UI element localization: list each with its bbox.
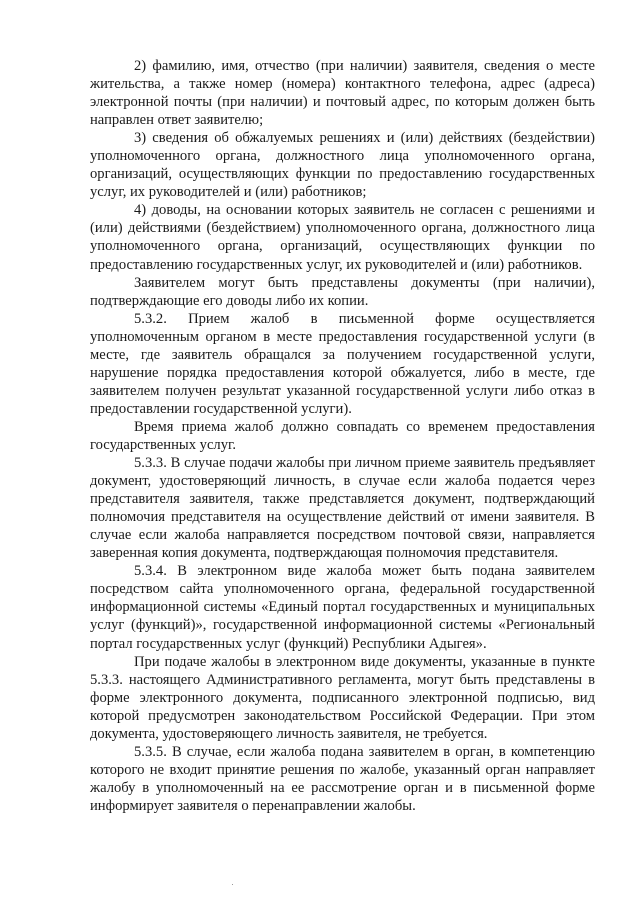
document-body <box>90 57 595 815</box>
paragraph-item-2: 2) фамилию, имя, отчество (при наличии) заявителя, сведения о месте жительства, а также номер (номера) контактного телефона, адрес (адреса) электронной почты (при наличии) и почтовый адрес, по которым должен быть направлен ответ заявителю; <box>90 58 595 129</box>
paragraph-item-4: 4) доводы, на основании которых заявитель не согласен с решениями и (или) действиями (бездействием) уполномоченного органа, должностного лица уполномоченного органа, организаций, осуществляющих функции по предоставлению государственных услуг, их руководителей и (или) работников. <box>90 202 595 273</box>
scan-speck <box>232 884 233 885</box>
paragraph-5-3-5: 5.3.5. В случае, если жалоба подана заявителем в орган, в компетенцию которого не входит принятие решения по жалобе, указанный орган направляет жалобу в уполномоченный на ее рассмотрение орган и в письменной форме информирует заявителя о перенаправлении жалобы. <box>90 743 595 814</box>
paragraph-documents-note: Заявителем могут быть представлены документы (при наличии), подтверждающие его доводы либо их копии. <box>90 274 595 309</box>
paragraph-electronic-submission: При подаче жалобы в электронном виде документы, указанные в пункте 5.3.3. настоящего Административного регламента, могут быть представлены в форме электронного документа, подписанного электронной подписью, вид которой предусмотрен законодательством Российской Федерации. При этом документа, удостоверяющего личность заявителя, не требуется. <box>90 653 595 742</box>
paragraph-5-3-3: 5.3.3. В случае подачи жалобы при личном приеме заявитель предъявляет документ, удостоверяющий личность, в случае если жалоба подается через представителя заявителя, также представляется документ, подтверждающий полномочия представителя на осуществление действий от имени заявителя. В случае если жалоба направляется посредством почтовой связи, направляется заверенная копия документа, подтверждающая полномочия представителя. <box>90 455 595 562</box>
paragraph-5-3-2: 5.3.2. Прием жалоб в письменной форме осуществляется уполномоченным органом в месте предоставления государственной услуги (в месте, где заявитель обращался за получением государственной услуги, нарушение порядка предоставления которой обжалуется, либо в месте, где заявителем получен результат указанной государственной услуги либо отказ в предоставлении государственной услуги). <box>90 310 595 417</box>
paragraph-5-3-4: 5.3.4. В электронном виде жалоба может быть подана заявителем посредством сайта уполномоченного органа, федеральной государственной информационной системы «Единый портал государственных и муниципальных услуг (функций)», государственной информационной системы «Региональный портал государственных услуг (функций) Республики Адыгея». <box>90 563 595 652</box>
paragraph-item-3: 3) сведения об обжалуемых решениях и (или) действиях (бездействии) уполномоченного органа, должностного лица уполномоченного органа, организаций, осуществляющих функции по предоставлению государственных услуг, их руководителей и (или) работников; <box>90 130 595 201</box>
paragraph-reception-time: Время приема жалоб должно совпадать со временем предоставления государственных услуг. <box>90 418 595 453</box>
